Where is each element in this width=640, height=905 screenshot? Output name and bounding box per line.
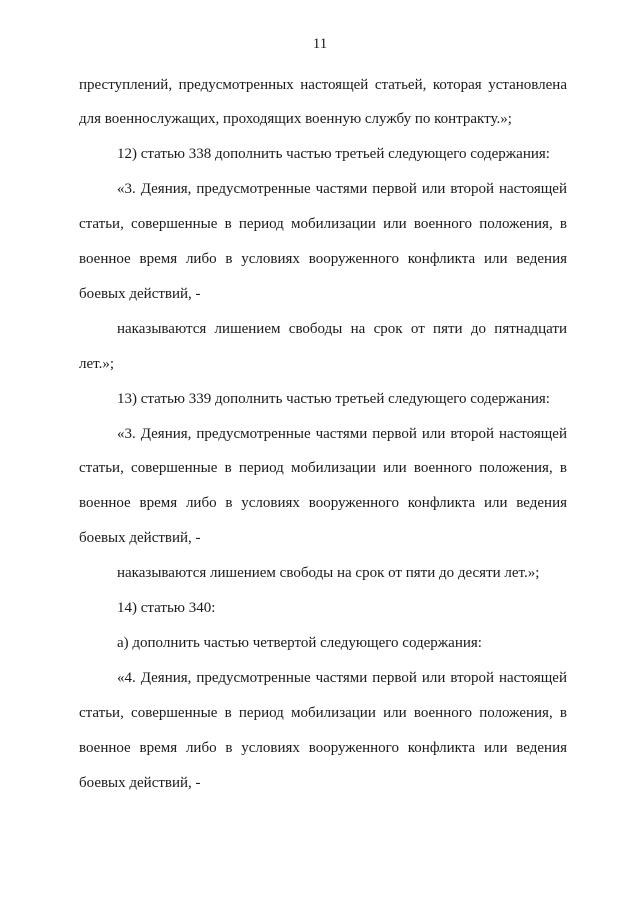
text-line: а) дополнить частью четвертой следующего содержания:: [117, 635, 482, 651]
text-line: боевых действий, -: [79, 530, 201, 546]
text-line: преступлений, предусмотренных настоящей статьей, которая установлена: [79, 77, 567, 93]
text-line: наказываются лишением свободы на срок от пяти до пятнадцати: [117, 321, 567, 337]
text-line: «3. Деяния, предусмотренные частями первой или второй настоящей: [117, 181, 567, 197]
text-line: 12) статью 338 дополнить частью третьей следующего содержания:: [117, 146, 550, 162]
text-line: статьи, совершенные в период мобилизации или военного положения, в: [79, 460, 567, 476]
text-line: для военнослужащих, проходящих военную службу по контракту.»;: [79, 111, 512, 127]
text-line: статьи, совершенные в период мобилизации или военного положения, в: [79, 216, 567, 232]
text-line: «4. Деяния, предусмотренные частями первой или второй настоящей: [117, 670, 567, 686]
text-line: боевых действий, -: [79, 775, 201, 791]
text-line: боевых действий, -: [79, 286, 201, 302]
text-line: «3. Деяния, предусмотренные частями первой или второй настоящей: [117, 426, 567, 442]
text-line: военное время либо в условиях вооруженного конфликта или ведения: [79, 251, 567, 267]
text-line: военное время либо в условиях вооруженного конфликта или ведения: [79, 495, 567, 511]
text-line: 13) статью 339 дополнить частью третьей следующего содержания:: [117, 391, 550, 407]
text-line: 14) статью 340:: [117, 600, 216, 616]
page-number: 11: [312, 36, 328, 52]
text-line: статьи, совершенные в период мобилизации или военного положения, в: [79, 705, 567, 721]
text-line: наказываются лишением свободы на срок от пяти до десяти лет.»;: [117, 565, 540, 581]
text-line: лет.»;: [79, 356, 114, 372]
text-line: военное время либо в условиях вооруженного конфликта или ведения: [79, 740, 567, 756]
